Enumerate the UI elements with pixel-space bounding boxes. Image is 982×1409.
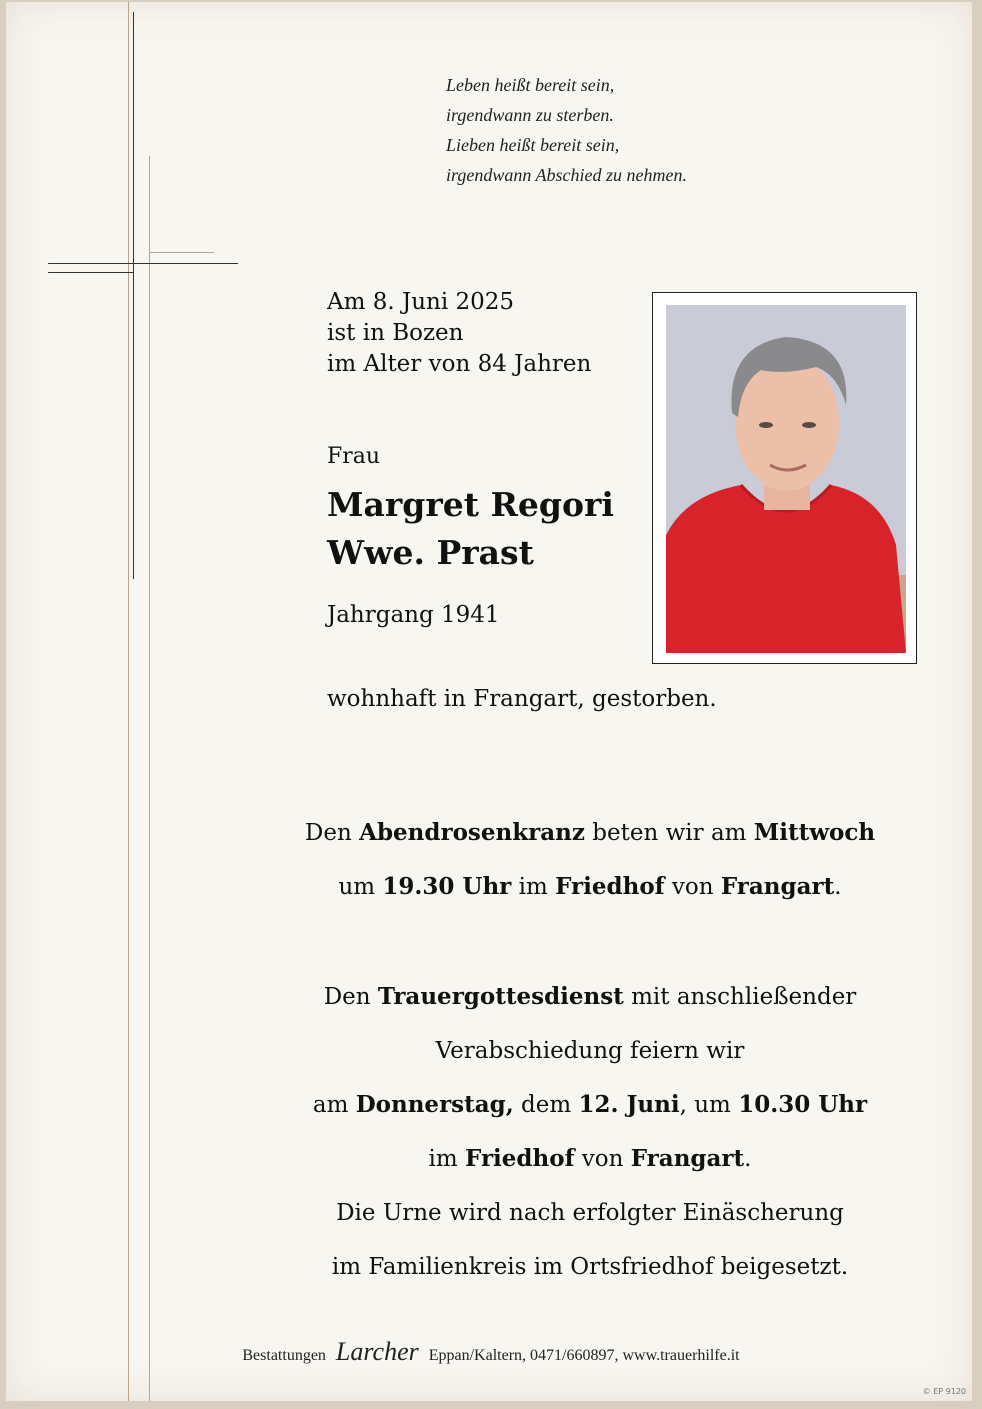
text-bold: Frangart (630, 1145, 745, 1172)
salutation: Frau (327, 444, 381, 469)
text-bold: Friedhof (555, 873, 665, 900)
text-bold: Frangart (720, 873, 835, 900)
death-age: im Alter von 84 Jahren (327, 351, 592, 377)
text: von (574, 1146, 631, 1172)
poem-line: Leben heißt bereit sein, (446, 75, 615, 95)
text: , um (679, 1092, 739, 1118)
rosary-line-1 (230, 806, 950, 860)
text-bold: Mittwoch (753, 819, 876, 846)
text: von (664, 874, 721, 900)
text: im (428, 1146, 466, 1172)
funeral-home-logo: Larcher (335, 1337, 419, 1366)
service-line-2: Verabschiedung feiern wir (435, 1038, 745, 1064)
text: Den (304, 820, 360, 846)
text-bold: 10.30 Uhr (738, 1091, 868, 1118)
text: um (338, 874, 383, 900)
text-bold: Abendrosenkranz (359, 819, 585, 846)
text-bold: Friedhof (465, 1145, 575, 1172)
death-date: Am 8. Juni 2025 (327, 289, 515, 315)
cross-vertical-line-dark (133, 12, 134, 579)
text: mit anschließender (623, 984, 857, 1010)
service-line-1 (230, 970, 950, 1024)
cross-vertical-line-light (128, 2, 129, 1401)
death-place: ist in Bozen (327, 320, 464, 346)
deceased-name (327, 481, 647, 577)
text: beten wir am (584, 820, 754, 846)
cross-horizontal-line-light (150, 252, 214, 253)
portrait-photo (666, 305, 906, 653)
text: am (312, 1092, 356, 1118)
service-line-5: Die Urne wird nach erfolgter Einäscherung (336, 1200, 844, 1226)
text-bold: 12. Juni (578, 1091, 680, 1118)
portrait-illustration (666, 305, 906, 653)
funeral-home-footer (0, 1337, 982, 1367)
print-code: © EP 9120 (922, 1387, 966, 1396)
rosary-line-2 (230, 860, 950, 914)
name-line-1: Margret Regori (327, 485, 614, 524)
cross-horizontal-line-dark (48, 263, 238, 264)
service-line-3 (230, 1078, 950, 1132)
cross-vertical-line-light-2 (149, 156, 150, 1401)
residence: wohnhaft in Frangart, gestorben. (327, 686, 717, 712)
text: dem (513, 1092, 579, 1118)
poem-quote (446, 70, 806, 190)
service-line-4 (230, 1132, 950, 1186)
poem-line: irgendwann zu sterben. (446, 105, 614, 125)
text: im (511, 874, 556, 900)
portrait-frame (652, 292, 917, 664)
footer-prefix: Bestattungen (242, 1347, 326, 1364)
footer-contact: Eppan/Kaltern, 0471/660897, www.trauerhilfe.it (428, 1347, 740, 1364)
birth-year: Jahrgang 1941 (327, 602, 500, 628)
name-line-2: Wwe. Prast (327, 533, 534, 572)
text: Den (323, 984, 378, 1010)
poem-line: Lieben heißt bereit sein, (446, 135, 620, 155)
text-bold: Donnerstag, (355, 1091, 514, 1118)
text: . (744, 1146, 752, 1172)
cross-horizontal-line-short (48, 272, 134, 273)
text-bold: 19.30 Uhr (382, 873, 512, 900)
text-bold: Trauergottesdienst (377, 983, 624, 1010)
poem-line: irgendwann Abschied zu nehmen. (446, 165, 687, 185)
funeral-service-notice (230, 970, 950, 1294)
service-line-6: im Familienkreis im Ortsfriedhof beigesetzt. (331, 1254, 849, 1280)
text: . (834, 874, 842, 900)
death-info (327, 287, 647, 380)
rosary-notice (230, 806, 950, 914)
